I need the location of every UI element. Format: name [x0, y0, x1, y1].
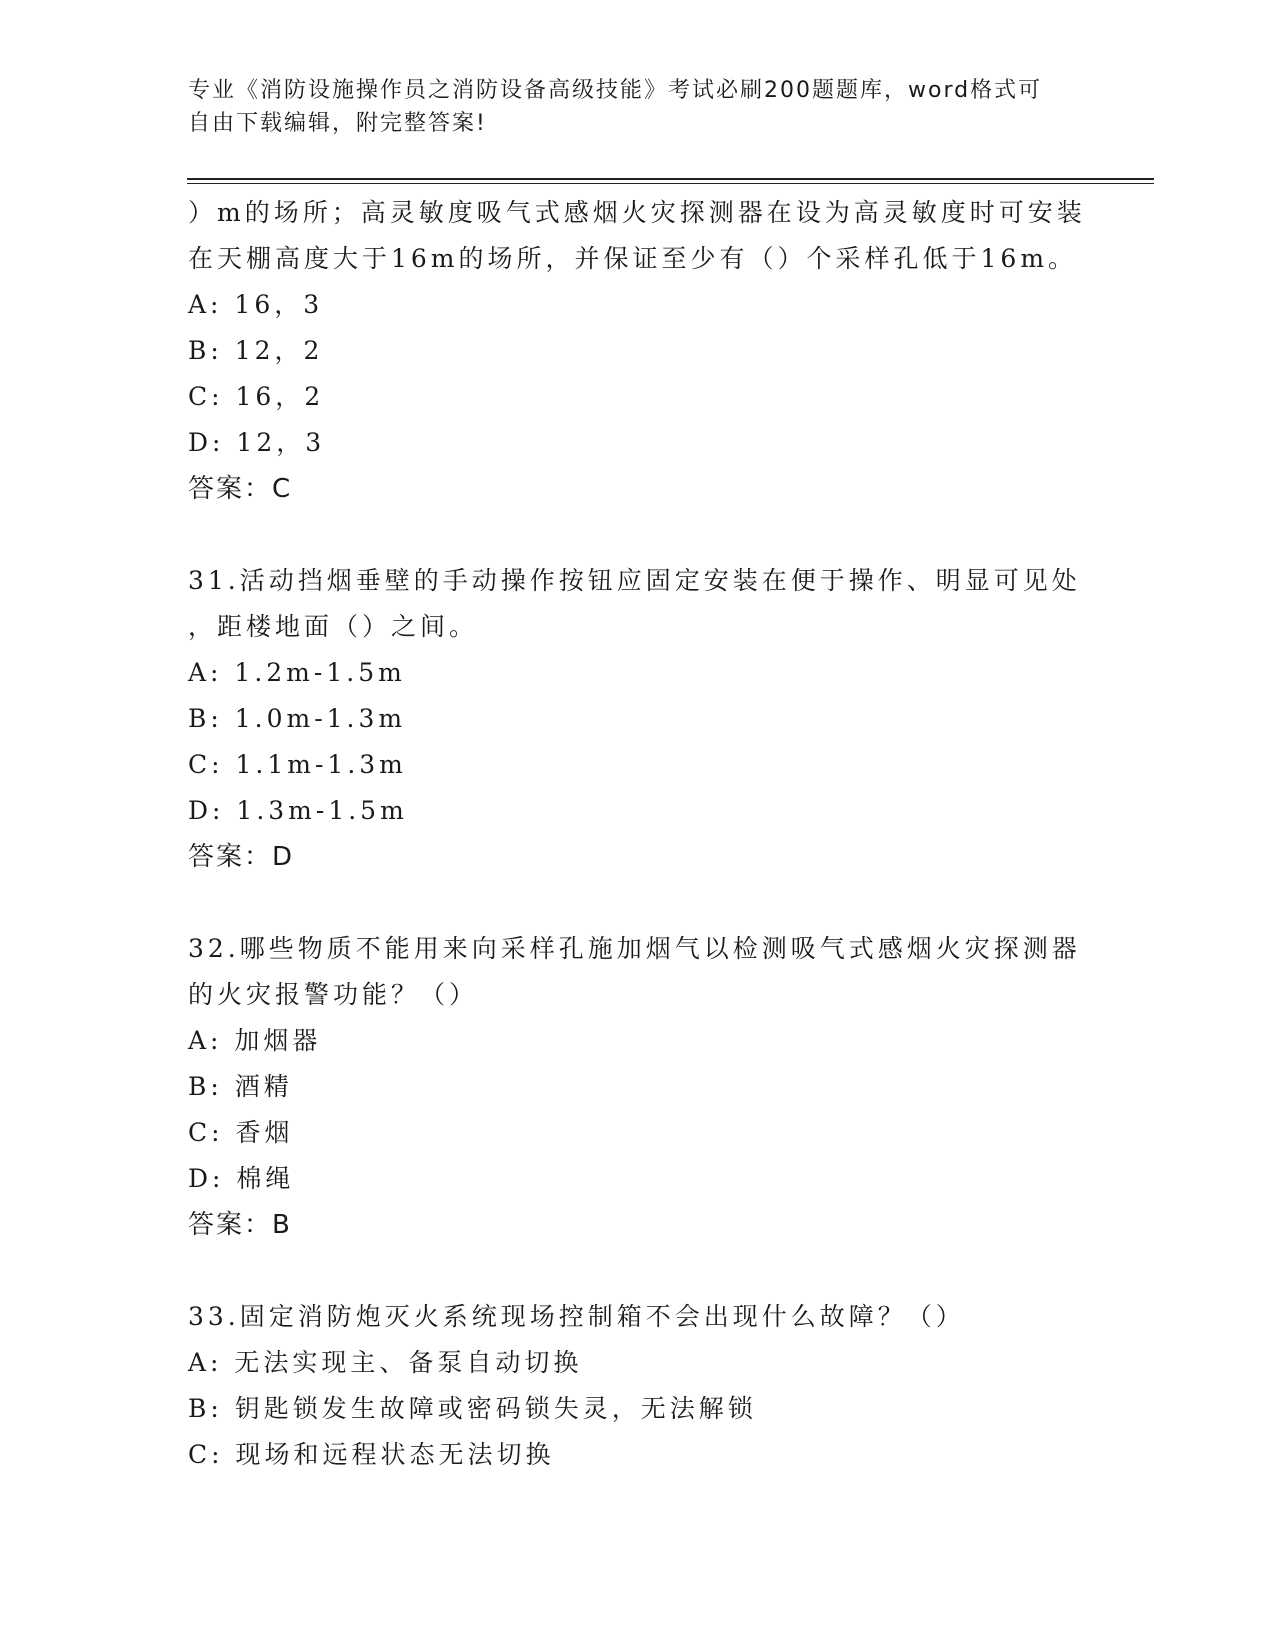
question-33 — [188, 1294, 1108, 1478]
answer-line: 答案：B — [188, 1210, 292, 1240]
option-d: D: 12，3 — [188, 428, 326, 457]
option-c: C: 现场和远程状态无法切换 — [188, 1440, 555, 1469]
option-b: B: 酒精 — [188, 1072, 293, 1101]
option-a: A: 无法实现主、备泵自动切换 — [188, 1348, 583, 1377]
option-b: B: 12，2 — [188, 336, 324, 365]
document-header — [188, 74, 1088, 140]
question-list — [188, 190, 1108, 1478]
question-30 — [188, 190, 1108, 512]
answer-line: 答案：D — [188, 842, 295, 872]
option-a: A: 加烟器 — [188, 1026, 322, 1055]
option-d: D: 棉绳 — [188, 1164, 295, 1193]
option-d: D: 1.3m-1.5m — [188, 796, 408, 825]
answer-line: 答案：C — [188, 474, 293, 504]
question-stem-line: ）m的场所；高灵敏度吸气式感烟火灾探测器在设为高灵敏度时可安装 — [188, 198, 1086, 227]
question-stem-line: 31.活动挡烟垂壁的手动操作按钮应固定安装在便于操作、明显可见处 — [188, 566, 1081, 595]
option-c: C: 香烟 — [188, 1118, 294, 1147]
header-line-2: 自由下载编辑，附完整答案! — [188, 111, 487, 136]
header-line-1: 专业《消防设施操作员之消防设备高级技能》考试必刷200题题库，word格式可 — [188, 78, 1043, 103]
question-stem-line: 33.固定消防炮灭火系统现场控制箱不会出现什么故障？（） — [188, 1302, 965, 1331]
option-c: C: 16，2 — [188, 382, 325, 411]
option-a: A: 1.2m-1.5m — [188, 658, 406, 687]
question-32 — [188, 926, 1108, 1248]
question-stem-line: 在天棚高度大于16m的场所，并保证至少有（）个采样孔低于16m。 — [188, 244, 1078, 273]
question-stem-line: ，距楼地面（）之间。 — [188, 612, 479, 641]
option-c: C: 1.1m-1.3m — [188, 750, 407, 779]
option-b: B: 钥匙锁发生故障或密码锁失灵，无法解锁 — [188, 1394, 757, 1423]
question-stem-line: 32.哪些物质不能用来向采样孔施加烟气以检测吸气式感烟火灾探测器 — [188, 934, 1081, 963]
header-divider-thick — [187, 178, 1154, 180]
question-31 — [188, 558, 1108, 880]
option-a: A: 16，3 — [188, 290, 324, 319]
question-stem-line: 的火灾报警功能？（） — [188, 980, 479, 1009]
header-divider-thin — [187, 183, 1154, 184]
option-b: B: 1.0m-1.3m — [188, 704, 407, 733]
